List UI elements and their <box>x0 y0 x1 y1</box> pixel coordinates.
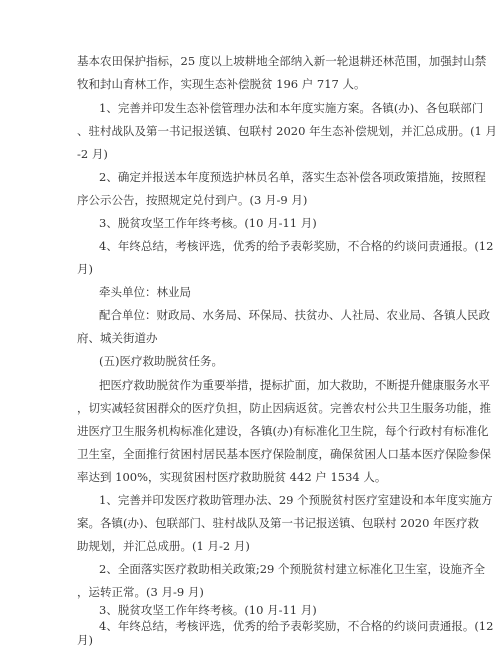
text-line: 卫生室，全面推行贫困村居民基本医疗保险制度，确保贫困人口基本医疗保险参保 <box>77 447 491 461</box>
text-line: ，运转正常。(3 月-9 月) <box>77 585 204 599</box>
text-line: 1、完善并印发医疗救助管理办法、29 个预脱贫村医疗室建设和本年度实施方 <box>99 493 493 507</box>
text-line: 月) <box>77 633 93 647</box>
text-line: 2、全面落实医疗救助相关政策;29 个预脱贫村建立标准化卫生室，设施齐全 <box>99 562 485 576</box>
text-line: 配合单位：财政局、水务局、环保局、扶贫办、人社局、农业局、各镇人民政 <box>99 308 490 322</box>
text-line: 案。各镇(办)、包联部门、驻村战队及第一书记报送镇、包联村 2020 年医疗救 <box>77 516 480 530</box>
text-line: 牧和封山育林工作，实现生态补偿脱贫 196 户 717 人。 <box>77 77 366 91</box>
text-line: 3、脱贫攻坚工作年终考核。(10 月-11 月) <box>99 216 317 230</box>
text-line: 4、年终总结，考核评选，优秀的给予表彰奖励，不合格的约谈问责通报。(12 <box>99 619 494 633</box>
text-line: 基本农田保护指标，25 度以上坡耕地全部纳入新一轮退耕还林范围，加强封山禁 <box>77 54 487 68</box>
text-line: 、驻村战队及第一书记报送镇、包联村 2020 年生态补偿规划，并汇总成册。(1 月 <box>77 124 498 138</box>
text-line: 序公示公告，按照规定兑付到户。(3 月-9 月) <box>77 193 308 207</box>
text-line: ，切实减轻贫困群众的医疗负担，防止因病返贫。完善农村公共卫生服务功能，推 <box>77 401 491 415</box>
text-line: 助规划，并汇总成册。(1 月-2 月) <box>77 539 250 553</box>
text-line: 月) <box>77 262 93 276</box>
text-line: 1、完善并印发生态补偿管理办法和本年度实施方案。各镇(办)、各包联部门 <box>99 101 484 115</box>
section-heading: (五)医疗救助脱贫任务。 <box>99 354 223 368</box>
text-line: 进医疗卫生服务机构标准化建设，各镇(办)有标准化卫生院，每个行政村有标准化 <box>77 424 489 438</box>
text-line: -2 月) <box>77 147 108 161</box>
text-line: 3、脱贫攻坚工作年终考核。(10 月-11 月) <box>99 603 317 617</box>
text-line: 府、城关街道办 <box>77 331 158 345</box>
text-line: 4、年终总结，考核评选，优秀的给予表彰奖励，不合格的约谈问责通报。(12 <box>99 239 494 253</box>
text-line: 牵头单位：林业局 <box>99 285 191 299</box>
text-line: 把医疗救助脱贫作为重要举措，提标扩面，加大救助，不断提升健康服务水平 <box>99 378 490 392</box>
text-line: 2、确定并报送本年度预选护林员名单，落实生态补偿各项政策措施，按照程 <box>99 170 486 184</box>
text-line: 率达到 100%，实现贫困村医疗救助脱贫 442 户 1534 人。 <box>77 470 387 484</box>
